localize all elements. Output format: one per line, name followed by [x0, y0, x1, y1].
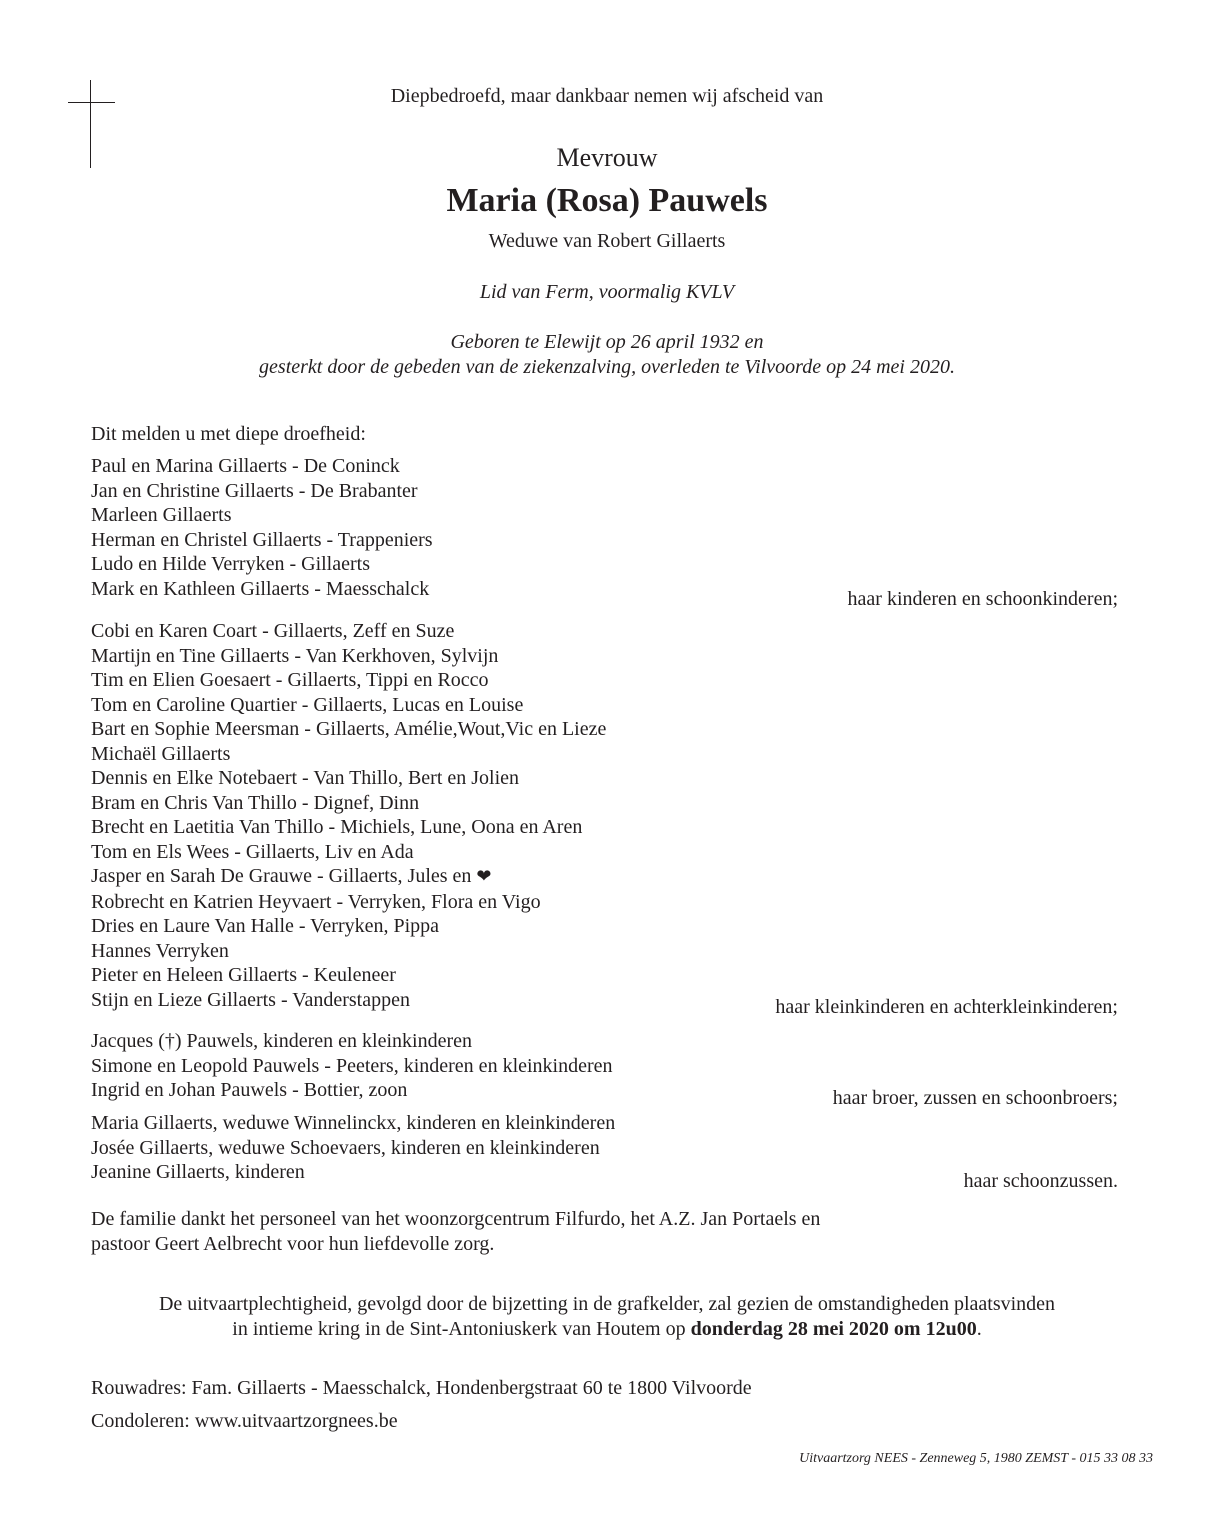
- list-item: Josée Gillaerts, weduwe Schoevaers, kinderen en kleinkinderen: [91, 1136, 600, 1159]
- list-item: Dries en Laure Van Halle - Verryken, Pippa: [91, 915, 440, 937]
- grandchildren-relation: haar kleinkinderen en achterkleinkinderen;: [775, 996, 1118, 1018]
- heart-icon: ❤: [476, 866, 492, 887]
- list-item: Mark en Kathleen Gillaerts - Maesschalck: [91, 577, 430, 600]
- list-item: Paul en Marina Gillaerts - De Coninck: [91, 455, 400, 477]
- list-item: Brecht en Laetitia Van Thillo - Michiels, Lune, Oona en Aren: [91, 816, 583, 838]
- list-item: Robrecht en Katrien Heyvaert - Verryken, Flora en Vigo: [91, 890, 541, 913]
- list-item: [91, 864, 606, 890]
- list-item: Cobi en Karen Coart - Gillaerts, Zeff en Suze: [91, 620, 455, 642]
- thanks-line: De familie dankt het personeel van het woonzorgcentrum Filfurdo, het A.Z. Jan Portaels en: [91, 1208, 821, 1230]
- list-item: Ludo en Hilde Verryken - Gillaerts: [91, 553, 370, 575]
- deceased-name: Maria (Rosa) Pauwels: [446, 182, 768, 219]
- list-item: Tom en Els Wees - Gillaerts, Liv en Ada: [91, 840, 414, 863]
- list-item: Jeanine Gillaerts, kinderen: [91, 1161, 305, 1183]
- grandchildren-list: [91, 619, 606, 1012]
- condolence-link[interactable]: Condoleren: www.uitvaartzorgnees.be: [91, 1410, 398, 1432]
- siblings-relation: haar broer, zussen en schoonbroers;: [832, 1087, 1118, 1109]
- thanks-line: pastoor Geert Aelbrecht voor hun liefdevolle zorg.: [91, 1233, 495, 1255]
- list-item: Hannes Verryken: [91, 939, 229, 962]
- sisters-in-law-relation: haar schoonzussen.: [963, 1170, 1118, 1192]
- list-item: Tom en Caroline Quartier - Gillaerts, Lucas en Louise: [91, 693, 524, 716]
- funeral-line: De uitvaartplechtigheid, gevolgd door de bijzetting in de grafkelder, zal gezien de omstandigheden plaatsvinden: [158, 1293, 1056, 1315]
- funeral-period: .: [976, 1318, 982, 1340]
- list-item: Ingrid en Johan Pauwels - Bottier, zoon: [91, 1079, 408, 1101]
- list-item: Herman en Christel Gillaerts - Trappeniers: [91, 528, 433, 551]
- membership-line: Lid van Ferm, voormalig KVLV: [479, 281, 735, 303]
- list-item: Dennis en Elke Notebaert - Van Thillo, Bert en Jolien: [91, 767, 520, 789]
- list-item: Tim en Elien Goesaert - Gillaerts, Tippi en Rocco: [91, 669, 489, 691]
- list-item: Martijn en Tine Gillaerts - Van Kerkhoven, Sylvijn: [91, 644, 499, 667]
- intro-text: Diepbedroefd, maar dankbaar nemen wij afscheid van: [390, 85, 824, 107]
- list-item: Simone en Leopold Pauwels - Peeters, kinderen en kleinkinderen: [91, 1054, 613, 1077]
- list-item-text: Jasper en Sarah De Grauwe - Gillaerts, Jules en: [91, 865, 472, 887]
- children-relation: haar kinderen en schoonkinderen;: [847, 588, 1118, 610]
- list-item: Jan en Christine Gillaerts - De Brabanter: [91, 479, 418, 502]
- birth-line: Geboren te Elewijt op 26 april 1932 en: [450, 331, 764, 353]
- funeral-date: donderdag 28 mei 2020 om 12u00: [690, 1318, 977, 1340]
- list-item: Michaël Gillaerts: [91, 742, 231, 765]
- funeral-block: [0, 1292, 1214, 1342]
- list-item: Bart en Sophie Meersman - Gillaerts, Amélie,Wout,Vic en Lieze: [91, 718, 607, 740]
- widow-line: Weduwe van Robert Gillaerts: [488, 230, 726, 252]
- thanks-block: [91, 1207, 820, 1257]
- list-item: Pieter en Heleen Gillaerts - Keuleneer: [91, 964, 396, 986]
- announcement-heading: Dit melden u met diepe droefheid:: [91, 423, 366, 445]
- children-list: [91, 454, 433, 601]
- honorific: Mevrouw: [556, 143, 658, 172]
- list-item: Jacques (†) Pauwels, kinderen en kleinkinderen: [91, 1030, 472, 1052]
- list-item: Bram en Chris Van Thillo - Dignef, Dinn: [91, 791, 420, 814]
- birth-death-block: [0, 330, 1214, 380]
- mourning-address: Rouwadres: Fam. Gillaerts - Maesschalck, Hondenbergstraat 60 te 1800 Vilvoorde: [91, 1377, 752, 1399]
- list-item: Marleen Gillaerts: [91, 504, 232, 526]
- list-item: Stijn en Lieze Gillaerts - Vanderstappen: [91, 988, 410, 1011]
- list-item: Maria Gillaerts, weduwe Winnelinckx, kinderen en kleinkinderen: [91, 1112, 616, 1134]
- funeral-line: [0, 1317, 1214, 1342]
- funeral-home-footer: Uitvaartzorg NEES - Zenneweg 5, 1980 ZEMST - 015 33 08 33: [799, 1451, 1153, 1466]
- siblings-list: [91, 1029, 613, 1103]
- death-line: gesterkt door de gebeden van de ziekenzalving, overleden te Vilvoorde op 24 mei 2020.: [259, 356, 955, 378]
- sisters-in-law-list: [91, 1111, 615, 1185]
- funeral-location: in intieme kring in de Sint-Antoniuskerk van Houtem op: [232, 1318, 691, 1340]
